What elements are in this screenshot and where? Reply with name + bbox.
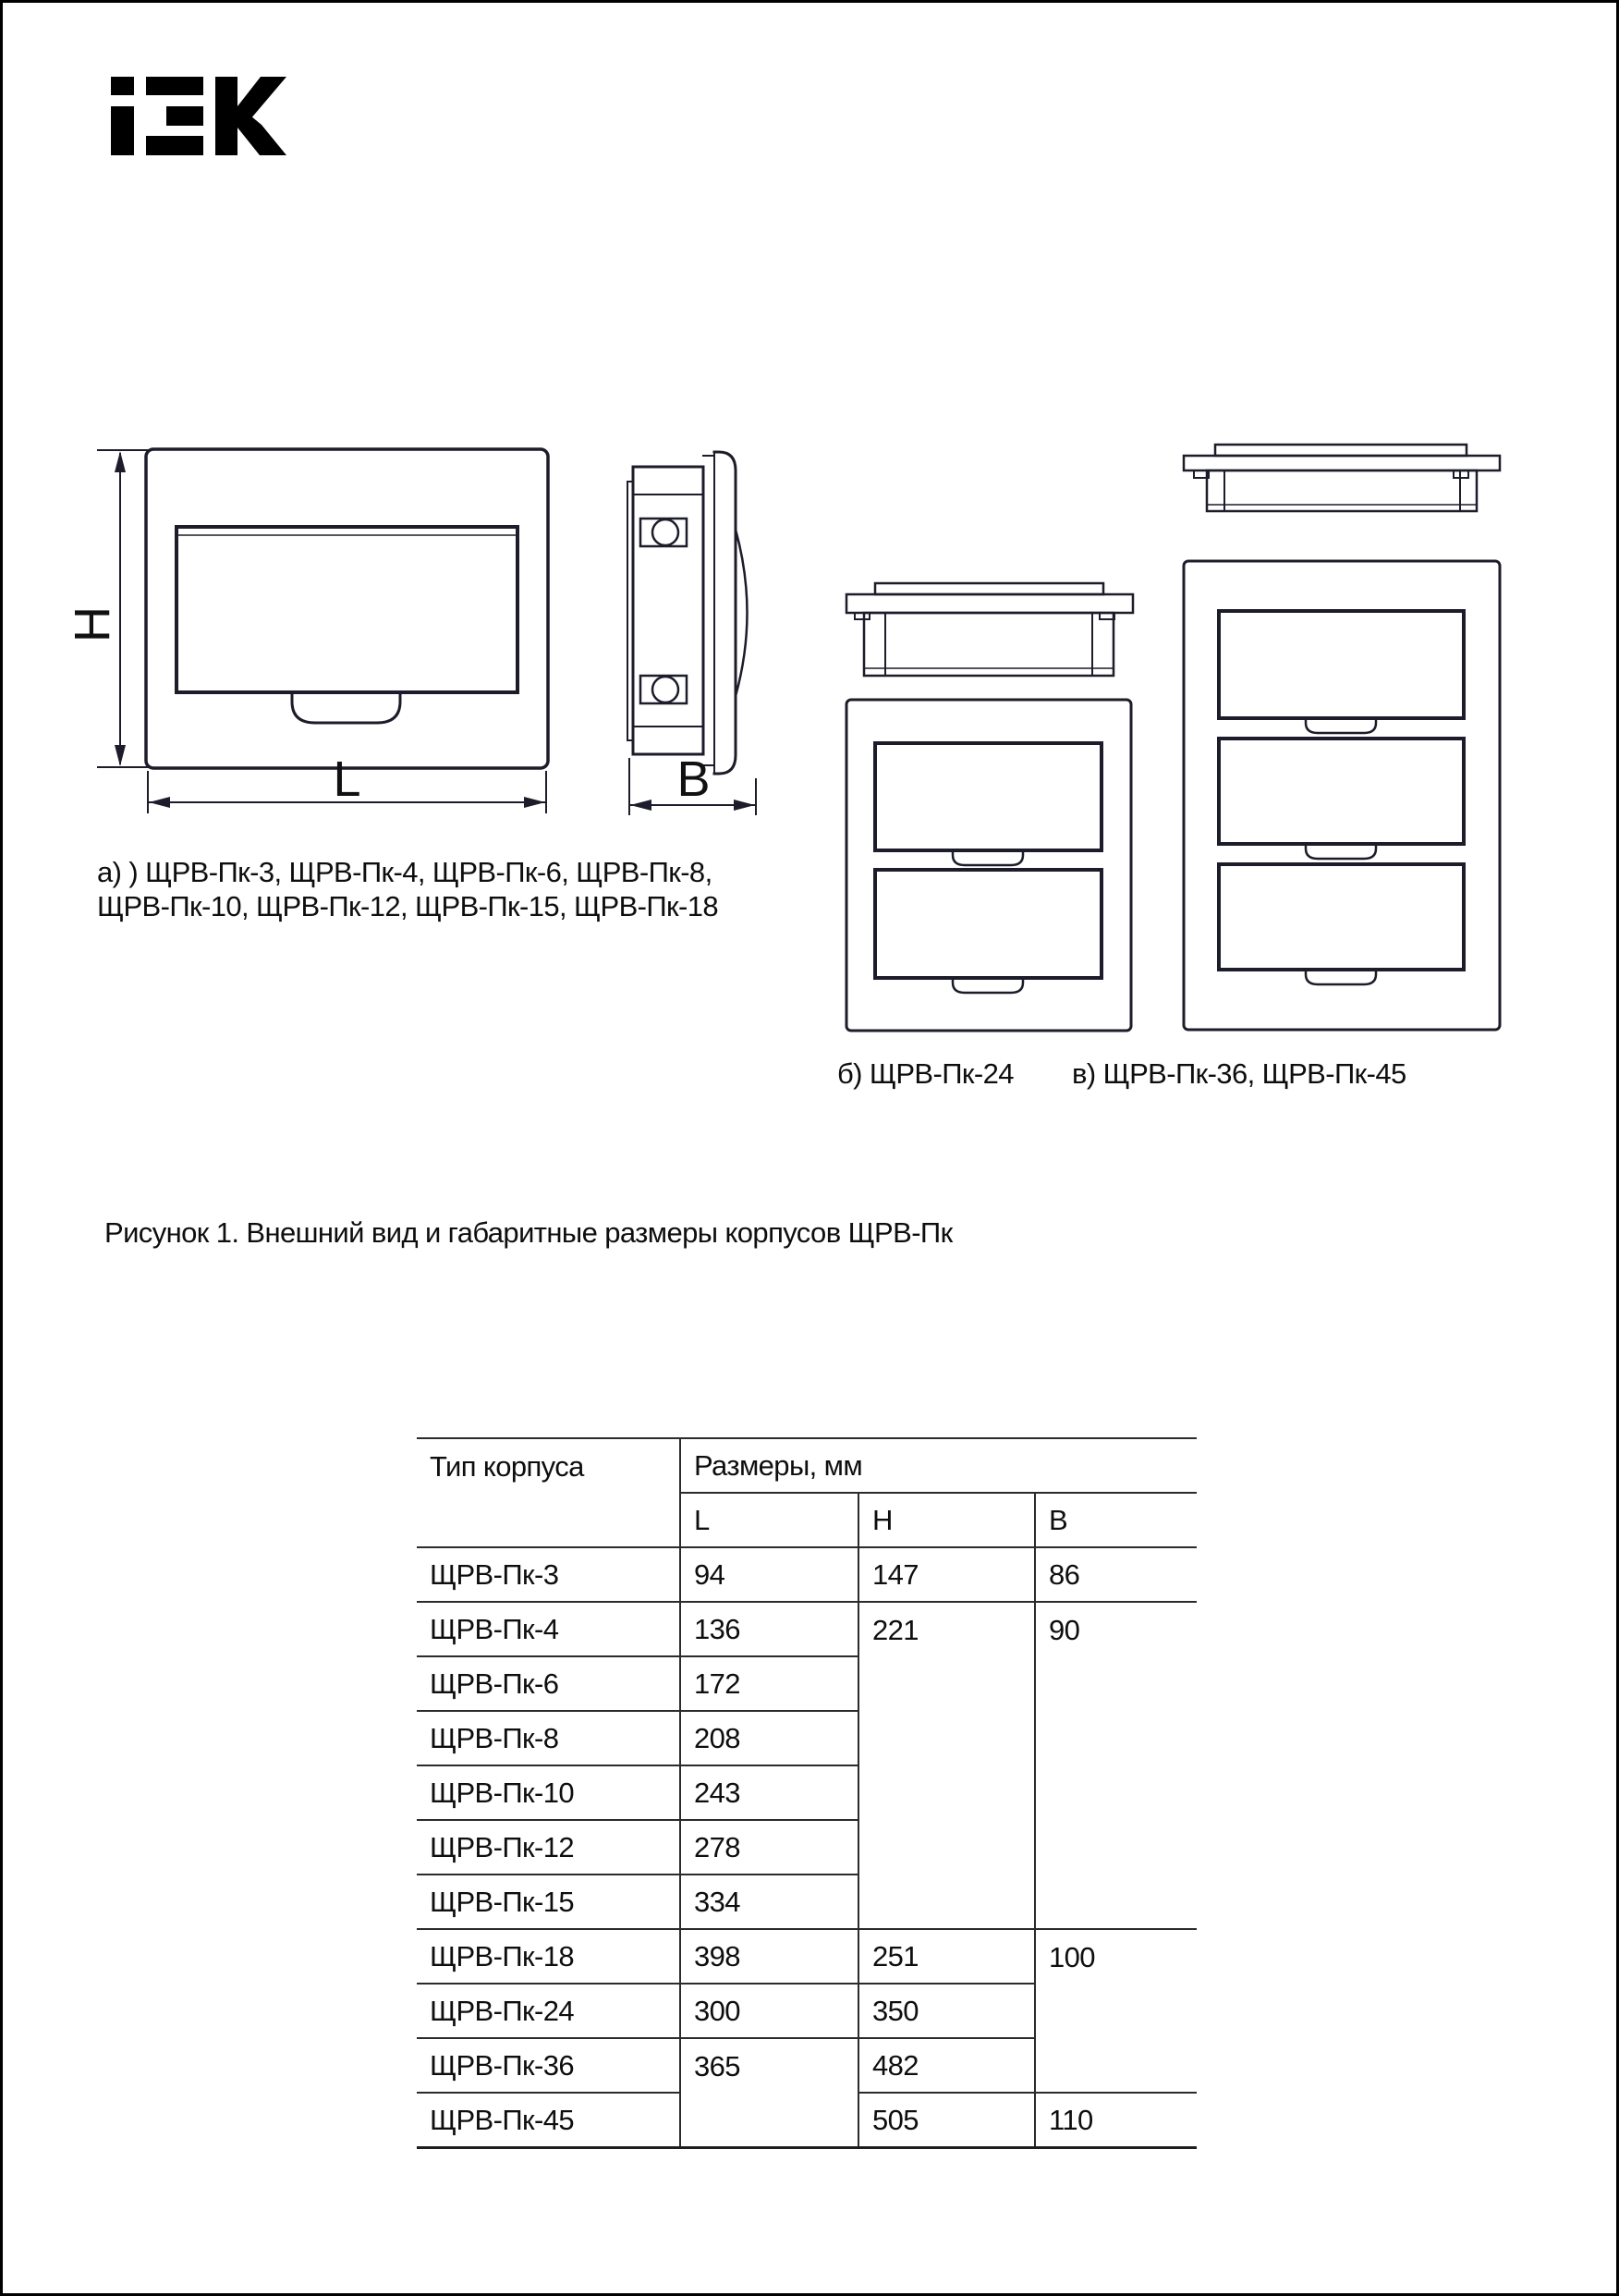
cell-l: 172 — [680, 1656, 858, 1711]
dim-label-l: L — [333, 751, 360, 807]
figure-label-b: б) ЩРВ-Пк-24 — [837, 1057, 1014, 1090]
cell-type: ЩРВ-Пк-36 — [417, 2038, 680, 2093]
col-header-b: B — [1035, 1493, 1197, 1547]
cell-b: 110 — [1035, 2093, 1197, 2148]
cell-type: ЩРВ-Пк-24 — [417, 1984, 680, 2038]
figure-label-a-line1: а) ) ЩРВ-Пк-3, ЩРВ-Пк-4, ЩРВ-Пк-6, ЩРВ-Пк-8, — [97, 856, 712, 888]
figure-label-a-line2: ЩРВ-Пк-10, ЩРВ-Пк-12, ЩРВ-Пк-15, ЩРВ-Пк-18 — [97, 890, 719, 922]
dim-label-b: B — [676, 751, 710, 807]
cell-h: 350 — [858, 1984, 1035, 2038]
cell-type: ЩРВ-Пк-3 — [417, 1547, 680, 1602]
cell-b: 86 — [1035, 1547, 1197, 1602]
cell-h: 221 — [858, 1602, 1035, 1929]
cell-h: 505 — [858, 2093, 1035, 2148]
col-header-h: H — [858, 1493, 1035, 1547]
col-header-sizes: Размеры, мм — [680, 1438, 1197, 1493]
figure-label-a — [97, 855, 718, 923]
drawing-front-view-a — [65, 437, 562, 825]
cell-l: 243 — [680, 1765, 858, 1820]
cell-type: ЩРВ-Пк-8 — [417, 1711, 680, 1765]
cell-l: 365 — [680, 2038, 858, 2148]
cell-l: 278 — [680, 1820, 858, 1875]
cell-type: ЩРВ-Пк-18 — [417, 1929, 680, 1984]
table-row — [417, 1929, 1197, 1984]
cell-type: ЩРВ-Пк-4 — [417, 1602, 680, 1656]
drawing-side-view — [608, 437, 774, 825]
cell-l: 208 — [680, 1711, 858, 1765]
drawing-view-b — [834, 568, 1139, 1040]
dimensions-table — [417, 1437, 1197, 2149]
cell-type: ЩРВ-Пк-12 — [417, 1820, 680, 1875]
drawing-view-v — [1156, 430, 1507, 1035]
dimensions-table-container — [417, 1437, 1197, 2149]
cell-l: 398 — [680, 1929, 858, 1984]
figure-caption: Рисунок 1. Внешний вид и габаритные размеры корпусов ЩРВ-Пк — [104, 1216, 953, 1249]
figure-label-v: в) ЩРВ-Пк-36, ЩРВ-Пк-45 — [1072, 1057, 1406, 1090]
col-header-l: L — [680, 1493, 858, 1547]
dim-label-h: H — [65, 607, 120, 642]
cell-l: 300 — [680, 1984, 858, 2038]
cell-type: ЩРВ-Пк-10 — [417, 1765, 680, 1820]
cell-l: 94 — [680, 1547, 858, 1602]
cell-h: 482 — [858, 2038, 1035, 2093]
cell-h: 147 — [858, 1547, 1035, 1602]
iek-logo-icon — [111, 77, 286, 155]
col-header-type: Тип корпуса — [417, 1438, 680, 1547]
cell-b: 100 — [1035, 1929, 1197, 2093]
cell-l: 136 — [680, 1602, 858, 1656]
cell-type: ЩРВ-Пк-15 — [417, 1875, 680, 1929]
table-row — [417, 1602, 1197, 1656]
cell-type: ЩРВ-Пк-6 — [417, 1656, 680, 1711]
cell-h: 251 — [858, 1929, 1035, 1984]
cell-type: ЩРВ-Пк-45 — [417, 2093, 680, 2148]
table-row — [417, 1547, 1197, 1602]
cell-l: 334 — [680, 1875, 858, 1929]
cell-b: 90 — [1035, 1602, 1197, 1929]
